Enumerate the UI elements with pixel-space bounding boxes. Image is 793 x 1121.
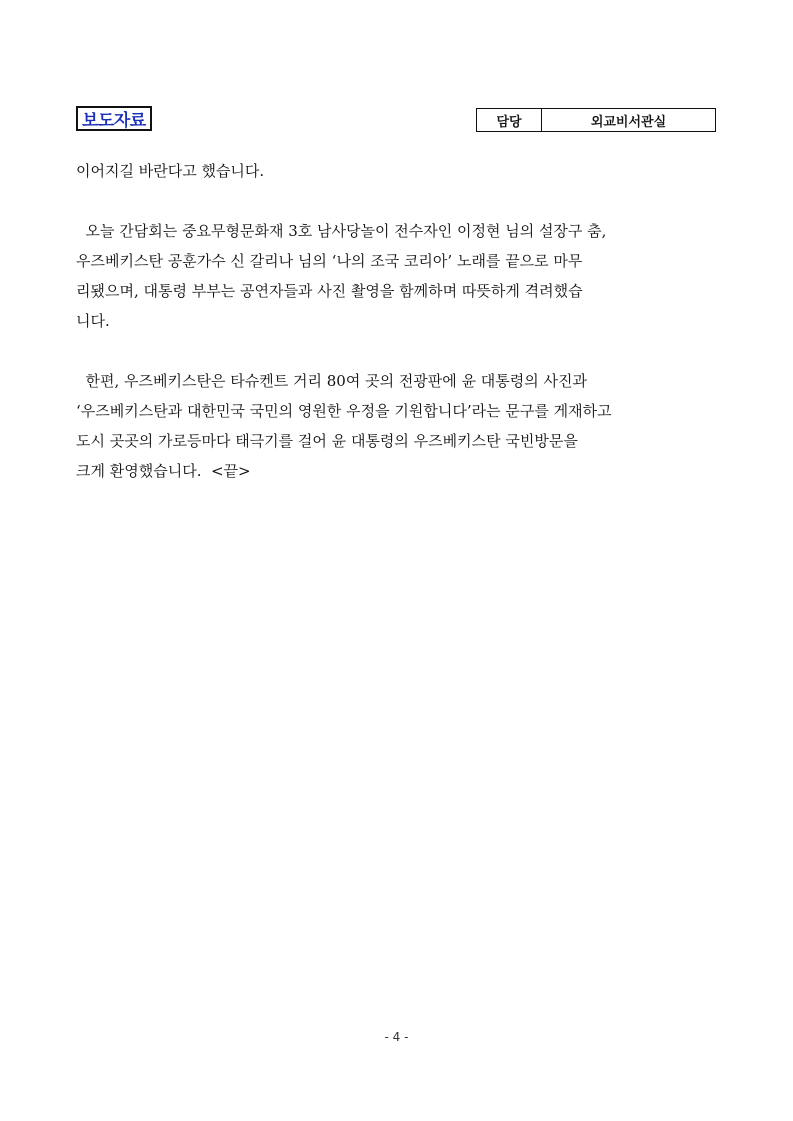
text-line: 이어지길 바란다고 했습니다. <box>76 162 265 180</box>
paragraph-1 <box>76 156 718 186</box>
paragraph-3 <box>76 366 718 486</box>
paragraph-spacer <box>76 186 718 216</box>
text-line: 리됐으며, 대통령 부부는 공연자들과 사진 촬영을 함께하며 따뜻하게 격려했습 <box>76 282 583 300</box>
contact-value-cell: 외교비서관실 <box>590 114 667 130</box>
contact-key-cell: 담당 <box>477 109 542 131</box>
text-line: 도시 곳곳의 가로등마다 태극기를 걸어 윤 대통령의 우즈베키스탄 국빈방문을 <box>76 432 578 450</box>
text-line: 우즈베키스탄 공훈가수 신 갈리나 님의 ‘나의 조국 코리아’ 노래를 끝으로 마무 <box>76 252 583 270</box>
paragraph-spacer <box>76 336 718 366</box>
text-line: ‘우즈베키스탄과 대한민국 국민의 영원한 우정을 기원합니다’라는 문구를 게재하고 <box>76 402 612 420</box>
text-line: 크게 환영했습니다. <끝> <box>76 462 251 480</box>
text-line: 한편, 우즈베키스탄은 타슈켄트 거리 80여 곳의 전광판에 윤 대통령의 사진과 <box>76 372 588 390</box>
text-line: 니다. <box>76 312 110 330</box>
document-body <box>76 156 718 486</box>
page-number: - 4 - <box>384 1030 409 1044</box>
text-line: 오늘 간담회는 중요무형문화재 3호 남사당놀이 전수자인 이정현 님의 설장구 춤, <box>76 222 607 240</box>
paragraph-2 <box>76 216 718 336</box>
contact-table <box>476 108 716 132</box>
press-release-label: 보도자료 <box>76 106 152 131</box>
